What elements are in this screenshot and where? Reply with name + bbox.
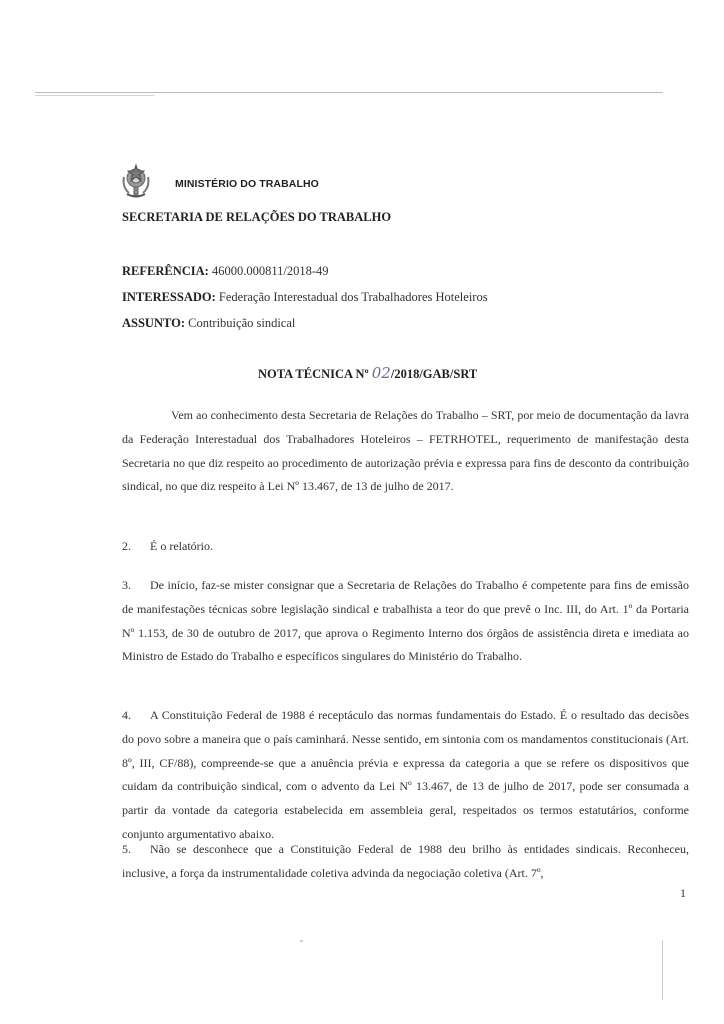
nota-prefix: NOTA TÉCNICA Nº: [258, 367, 372, 381]
nota-handwritten-number: 02: [371, 364, 391, 382]
paragraph-5-text: Não se desconhece que a Constituição Federal de 1988 deu brilho às entidades sindicais. Reconheceu, inclusive, a força da instrumentalidade coletiva advinda da negociação coletiva (Art. 7º,: [122, 842, 689, 880]
assunto-line: [122, 316, 295, 331]
paragraph-5: [122, 838, 689, 886]
paragraph-3-text: De início, faz-se mister consignar que a Secretaria de Relações do Trabalho é competente para fins de emissão de manifestações técnicas sobre legislação sindical e trabalhista a teor do que prevê o Inc. III, do Art. 1º da Portaria Nº 1.153, de 30 de outubro de 2017, que aprova o Regimento Interno dos órgãos de assistência direta e imediata ao Ministro de Estado do Trabalho e específicos singulares do Ministério do Trabalho.: [122, 578, 689, 664]
interessado-label: INTERESSADO:: [122, 290, 216, 304]
scan-line-top-secondary: [35, 95, 155, 96]
paragraph-2-text: É o relatório.: [150, 539, 213, 553]
paragraph-5-number: 5.: [122, 842, 131, 856]
nota-suffix: /2018/GAB/SRT: [390, 367, 478, 381]
assunto-label: ASSUNTO:: [122, 316, 185, 330]
assunto-value: Contribuição sindical: [184, 316, 296, 330]
scan-artifact: [300, 940, 303, 942]
referencia-line: [122, 264, 328, 279]
interessado-value: Federação Interestadual dos Trabalhadores Hoteleiros: [215, 290, 488, 304]
paragraph-2: [122, 535, 689, 559]
paragraph-4: [122, 704, 689, 847]
paragraph-4-number: 4.: [122, 708, 131, 722]
secretaria-title: SECRETARIA DE RELAÇÕES DO TRABALHO: [122, 210, 392, 224]
referencia-label: REFERÊNCIA:: [122, 264, 209, 278]
referencia-value: 46000.000811/2018-49: [208, 264, 329, 278]
scan-line-top: [35, 92, 663, 93]
ministry-name: MINISTÉRIO DO TRABALHO: [175, 178, 319, 190]
paragraph-3-number: 3.: [122, 578, 131, 592]
page-number: 1: [680, 886, 686, 900]
paragraph-3: [122, 574, 689, 669]
nota-tecnica-title: [258, 364, 477, 382]
interessado-line: [122, 290, 488, 305]
scan-artifact: [662, 940, 663, 1000]
paragraph-2-number: 2.: [122, 539, 131, 553]
paragraph-1: Vem ao conhecimento desta Secretaria de Relações do Trabalho – SRT, por meio de documentação da lavra da Federação Interestadual dos Trabalhadores Hoteleiros – FETRHOTEL, requerimento de manifestação desta Secretaria no que diz respeito ao procedimento de autorização prévia e expressa para fins de desconto da contribuição sindical, no que diz respeito à Lei Nº 13.467, de 13 de julho de 2017.: [122, 408, 689, 494]
coat-of-arms-icon: [119, 163, 153, 199]
paragraph-4-text: A Constituição Federal de 1988 é receptáculo das normas fundamentais do Estado. É o resultado das decisões do povo sobre a maneira que o país caminhará. Nesse sentido, em sintonia com os mandamentos constitucionais (Art. 8º, III, CF/88), compreende-se que a anuência prévia e expressa da categoria a que se refere os dispositivos que cuidam da contribuição sindical, com o advento da Lei Nº 13.467, de 13 de julho de 2017, pode ser consumada a partir da vontade da categoria estabelecida em assembleia geral, respeitados os termos estatutários, conforme conjunto argumentativo abaixo.: [122, 708, 689, 841]
